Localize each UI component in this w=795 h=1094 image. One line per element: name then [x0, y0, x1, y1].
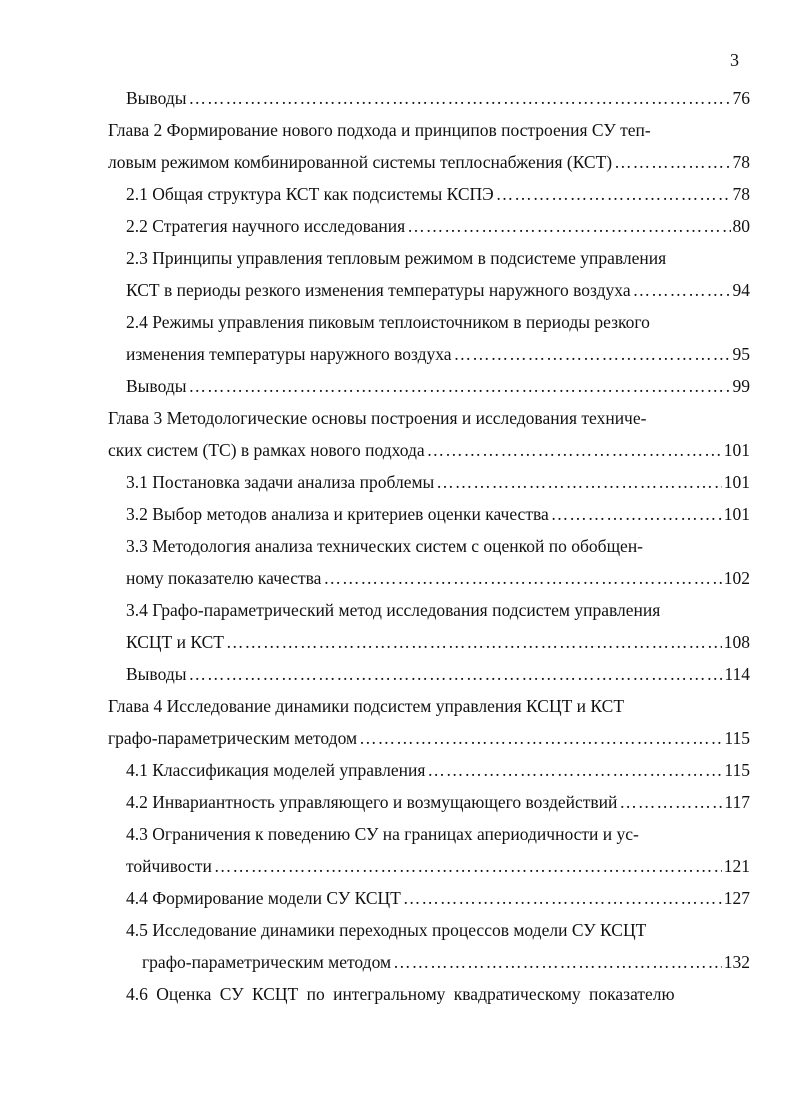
toc-entry-title-line1: 4.6 Оценка СУ КСЦТ по интегральному квадратическому показателю: [126, 984, 675, 1004]
page-number: 3: [730, 50, 739, 70]
toc-entry-title-line1: Глава 3 Методологические основы построения и исследования техниче-: [108, 408, 647, 428]
toc-entry-title-line1: 2.4 Режимы управления пиковым теплоисточником в периоды резкого: [126, 312, 650, 332]
dot-leader: [454, 344, 731, 365]
toc-entry-page: 101: [723, 440, 750, 460]
toc-entry-page: 117: [724, 792, 750, 812]
toc-entry-title-line1: Глава 4 Исследование динамики подсистем управления КСЦТ и КСТ: [108, 696, 625, 716]
toc-entry-title: 4.4 Формирование модели СУ КСЦТ: [126, 888, 401, 908]
toc-entry-page: 102: [723, 568, 750, 588]
toc-entry: [126, 888, 750, 909]
toc-entry-page: 115: [724, 760, 750, 780]
toc-entry-page: 114: [724, 664, 750, 684]
toc-entry-title-line1: 3.3 Методология анализа технических систем с оценкой по обобщен-: [126, 536, 644, 556]
toc-entry-title: Выводы: [126, 376, 187, 396]
toc-entry-page: 101: [723, 472, 750, 492]
dot-leader: [436, 472, 721, 493]
toc-entry: [126, 632, 750, 653]
toc-entry-title: Выводы: [126, 88, 187, 108]
toc-entry: [126, 280, 750, 301]
dot-leader: [188, 664, 722, 685]
dot-leader: [619, 792, 722, 813]
dot-leader: [188, 376, 730, 397]
toc-entry: [108, 152, 750, 173]
toc-entry-page: 127: [723, 888, 750, 908]
toc-entry: [126, 344, 750, 365]
toc-entry-title: ловым режимом комбинированной системы теплоснабжения (КСТ): [108, 152, 613, 172]
toc-entry-title: графо-параметрическим методом: [108, 728, 358, 748]
toc-entry: [126, 664, 750, 685]
toc-entry-title-line1: 4.3 Ограничения к поведению СУ на границах апериодичности и ус-: [126, 824, 639, 844]
toc-entry-page: 115: [724, 728, 750, 748]
toc-entry: [126, 88, 750, 109]
toc-entry-title: 4.2 Инвариантность управляющего и возмущающего воздействий: [126, 792, 618, 812]
toc-entry-title-line1: Глава 2 Формирование нового подхода и принципов построения СУ теп-: [108, 120, 651, 140]
toc-entry-page: 95: [732, 344, 750, 364]
toc-entry-title: ному показателю качества: [126, 568, 322, 588]
toc-entry: [126, 472, 750, 493]
toc-entry: [108, 728, 750, 749]
toc-entry-page: 108: [723, 632, 750, 652]
toc-entry: [126, 792, 750, 813]
dot-leader: [188, 88, 730, 109]
toc-entry: [126, 760, 750, 781]
toc-entry-page: 121: [723, 856, 750, 876]
toc-entry-page: 99: [732, 376, 750, 396]
toc-entry-page: 76: [732, 88, 750, 108]
toc-entry-title: 2.1 Общая структура КСТ как подсистемы КСПЭ: [126, 184, 494, 204]
toc-entry: [126, 184, 750, 205]
toc-entry: [126, 216, 750, 237]
dot-leader: [427, 440, 722, 461]
toc-entry: [126, 504, 750, 525]
toc-entry-title: 2.2 Стратегия научного исследования: [126, 216, 406, 236]
dot-leader: [226, 632, 722, 653]
toc-entry-title: ских систем (ТС) в рамках нового подхода: [108, 440, 425, 460]
toc-entry-title: графо-параметрическим методом: [142, 952, 392, 972]
toc-entry: [126, 568, 750, 589]
toc-entry-page: 132: [723, 952, 750, 972]
toc-entry: [126, 856, 750, 877]
toc-entry-title: 3.1 Постановка задачи анализа проблемы: [126, 472, 435, 492]
toc-entry-title: 4.1 Классификация моделей управления: [126, 760, 426, 780]
toc-entry: [126, 376, 750, 397]
toc-entry-title: тойчивости: [126, 856, 212, 876]
toc-entry-title-line1: 3.4 Графо-параметрический метод исследования подсистем управления: [126, 600, 661, 620]
dot-leader: [427, 760, 722, 781]
toc-entry-page: 101: [723, 504, 750, 524]
toc-entry-title: 3.2 Выбор методов анализа и критериев оценки качества: [126, 504, 549, 524]
toc-entry-page: 78: [732, 152, 750, 172]
dot-leader: [407, 216, 730, 237]
toc-entry-title-line1: 2.3 Принципы управления тепловым режимом в подсистеме управления: [126, 248, 667, 268]
dot-leader: [214, 856, 722, 877]
dot-leader: [393, 952, 722, 973]
toc-entry-page: 78: [732, 184, 750, 204]
dot-leader: [359, 728, 722, 749]
dot-leader: [496, 184, 731, 205]
toc-entry-title: Выводы: [126, 664, 187, 684]
dot-leader: [633, 280, 731, 301]
dot-leader: [403, 888, 722, 909]
dot-leader: [614, 152, 730, 173]
dot-leader: [323, 568, 721, 589]
toc-entry-title: изменения температуры наружного воздуха: [126, 344, 452, 364]
toc-entry: [142, 952, 750, 973]
toc-entry-title: КСЦТ и КСТ: [126, 632, 224, 652]
toc-entry-page: 94: [732, 280, 750, 300]
dot-leader: [551, 504, 722, 525]
toc-entry-page: 80: [732, 216, 750, 236]
toc-entry-title: КСТ в периоды резкого изменения температуры наружного воздуха: [126, 280, 631, 300]
toc-entry: [108, 440, 750, 461]
toc-entry-title-line1: 4.5 Исследование динамики переходных процессов модели СУ КСЦТ: [126, 920, 647, 940]
